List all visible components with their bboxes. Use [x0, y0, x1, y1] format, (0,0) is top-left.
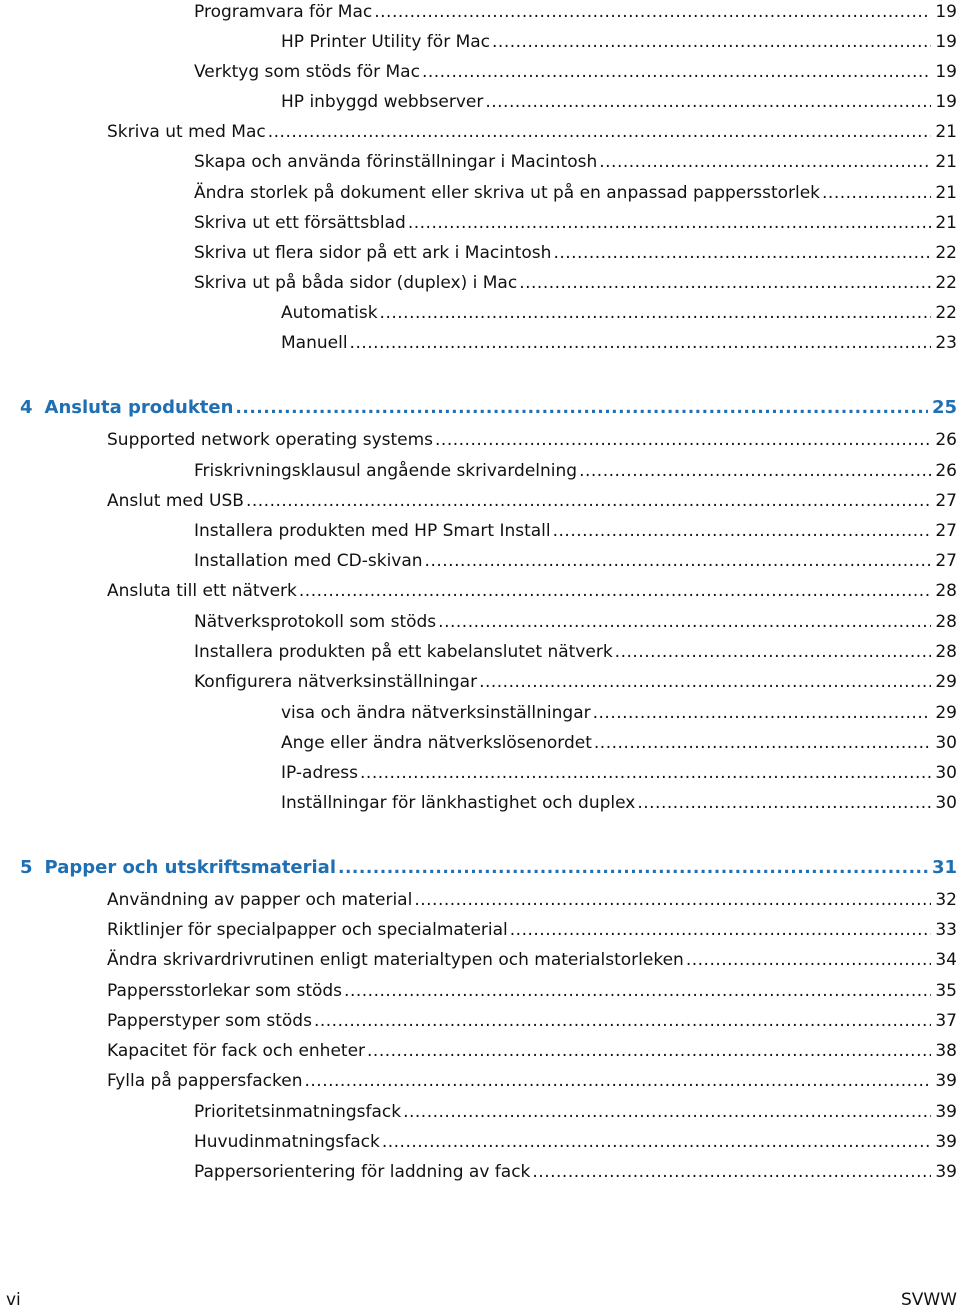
toc-page-number: 39: [935, 1102, 957, 1122]
toc-entry[interactable]: [194, 178, 957, 208]
toc-entry[interactable]: [194, 1097, 957, 1127]
toc-entry[interactable]: [107, 915, 957, 945]
toc-page-number: 33: [935, 920, 957, 940]
toc-entry-title: Pappersstorlekar som stöds: [107, 981, 343, 1001]
dot-leader: [492, 27, 931, 57]
dot-leader: [485, 87, 931, 117]
toc-entry-title: Installation med CD-skivan: [194, 551, 423, 571]
toc-page-number: 27: [935, 491, 957, 511]
toc-entry-title: Pappersorientering för laddning av fack: [194, 1162, 531, 1182]
dot-leader: [380, 298, 931, 328]
toc-entry-title: Ansluta till ett nätverk: [107, 581, 297, 601]
chapter-title: Papper och utskriftsmaterial: [44, 857, 337, 878]
toc-entry[interactable]: [281, 87, 957, 117]
toc-entry[interactable]: [107, 576, 957, 606]
toc-entry-title: Inställningar för länkhastighet och duplex: [281, 793, 636, 813]
toc-entry[interactable]: [107, 117, 957, 147]
dot-leader: [268, 117, 931, 147]
toc-entry-title: Installera produkten på ett kabelanslutet nätverk: [194, 642, 613, 662]
toc-page-number: 37: [935, 1011, 957, 1031]
toc-entry[interactable]: [107, 1006, 957, 1036]
toc-entry[interactable]: [107, 425, 957, 455]
toc-page-number: 39: [935, 1162, 957, 1182]
toc-entry[interactable]: [194, 1127, 957, 1157]
toc-entry-title: Nätverksprotokoll som stöds: [194, 612, 437, 632]
toc-page-number: 22: [935, 243, 957, 263]
dot-leader: [367, 1036, 931, 1066]
toc-entry-title: [20, 853, 338, 883]
toc-page-number: 23: [935, 333, 957, 353]
toc-entry-title: Ange eller ändra nätverkslösenordet: [281, 733, 592, 753]
dot-leader: [425, 546, 931, 576]
dot-leader: [479, 667, 931, 697]
dot-leader: [344, 976, 931, 1006]
toc-entry-title: visa och ändra nätverksinställningar: [281, 703, 591, 723]
toc-page-number: 26: [935, 430, 957, 450]
toc-entry[interactable]: [194, 57, 957, 87]
toc-page-number: 19: [935, 62, 957, 82]
toc-page-number: 27: [935, 551, 957, 571]
toc-entry-title: Verktyg som stöds för Mac: [194, 62, 420, 82]
dot-leader: [350, 328, 931, 358]
dot-leader: [579, 456, 931, 486]
dot-leader: [532, 1157, 931, 1187]
dot-leader: [414, 885, 931, 915]
toc-entry[interactable]: [194, 147, 957, 177]
toc-entry-title: Anslut med USB: [107, 491, 244, 511]
toc-entry[interactable]: [194, 1157, 957, 1187]
toc-page-number: 31: [931, 857, 957, 878]
document-id-footer: SVWW: [900, 1290, 957, 1310]
toc-page-number: 35: [935, 981, 957, 1001]
toc-entry-title: Huvudinmatningsfack: [194, 1132, 380, 1152]
dot-leader: [822, 178, 931, 208]
toc-entry[interactable]: [281, 698, 957, 728]
dot-leader: [615, 637, 931, 667]
dot-leader: [553, 516, 931, 546]
dot-leader: [382, 1127, 931, 1157]
toc-entry-title: HP Printer Utility för Mac: [281, 32, 491, 52]
toc-entry[interactable]: [194, 268, 957, 298]
toc-entry[interactable]: [107, 486, 957, 516]
toc-entry-title: HP inbyggd webbserver: [281, 92, 484, 112]
dot-leader: [594, 728, 931, 758]
dot-leader: [235, 393, 928, 423]
toc-entry-title: Papperstyper som stöds: [107, 1011, 312, 1031]
dot-leader: [338, 853, 928, 883]
toc-entry-title: [20, 393, 235, 423]
toc-entry[interactable]: [107, 885, 957, 915]
toc-page-number: 29: [935, 703, 957, 723]
dot-leader: [246, 486, 931, 516]
toc-page-number: 19: [935, 32, 957, 52]
toc-entry[interactable]: [194, 667, 957, 697]
toc-entry[interactable]: [194, 0, 957, 27]
toc-chapter-entry[interactable]: [20, 853, 957, 883]
toc-entry-title: Automatisk: [281, 303, 378, 323]
toc-entry[interactable]: [281, 788, 957, 818]
toc-entry[interactable]: [194, 637, 957, 667]
toc-page-number: 22: [935, 273, 957, 293]
chapter-number: 5: [20, 857, 33, 878]
dot-leader: [374, 0, 931, 27]
toc-entry[interactable]: [281, 27, 957, 57]
toc-page-number: 38: [935, 1041, 957, 1061]
toc-entry-title: Riktlinjer för specialpapper och specialmaterial: [107, 920, 508, 940]
toc-entry-title: Konfigurera nätverksinställningar: [194, 672, 478, 692]
dot-leader: [435, 425, 931, 455]
toc-entry[interactable]: [107, 945, 957, 975]
dot-leader: [304, 1066, 931, 1096]
toc-chapter-entry[interactable]: [20, 393, 957, 423]
dot-leader: [314, 1006, 931, 1036]
toc-entry-title: Friskrivningsklausul angående skrivardelning: [194, 461, 578, 481]
dot-leader: [686, 945, 931, 975]
toc-entry-title: Skriva ut flera sidor på ett ark i Macintosh: [194, 243, 552, 263]
toc-page-number: 39: [935, 1071, 957, 1091]
toc-entry[interactable]: [281, 758, 957, 788]
toc-page-number: 25: [931, 397, 957, 418]
toc-page-number: 19: [935, 2, 957, 22]
toc-entry[interactable]: [107, 1036, 957, 1066]
dot-leader: [438, 607, 931, 637]
toc-entry[interactable]: [281, 728, 957, 758]
toc-page-number: 34: [935, 950, 957, 970]
toc-entry-title: Supported network operating systems: [107, 430, 434, 450]
toc-entry[interactable]: [107, 1066, 957, 1096]
toc-page-number: 32: [935, 890, 957, 910]
toc-page-number: 22: [935, 303, 957, 323]
page-number-footer: vi: [6, 1290, 21, 1310]
toc-page-number: 30: [935, 733, 957, 753]
toc-entry[interactable]: [194, 546, 957, 576]
toc-entry[interactable]: [194, 607, 957, 637]
toc-entry[interactable]: [281, 328, 957, 358]
toc-entry-title: Ändra storlek på dokument eller skriva ut på en anpassad pappersstorlek: [194, 183, 821, 203]
toc-entry[interactable]: [107, 976, 957, 1006]
toc-page-number: 21: [935, 152, 957, 172]
dot-leader: [510, 915, 931, 945]
toc-page-number: 28: [935, 581, 957, 601]
dot-leader: [519, 268, 931, 298]
dot-leader: [637, 788, 931, 818]
chapter-number: 4: [20, 397, 33, 418]
dot-leader: [299, 576, 931, 606]
toc-entry-title: IP-adress: [281, 763, 359, 783]
toc-page-number: 39: [935, 1132, 957, 1152]
toc-entry-title: Skriva ut med Mac: [107, 122, 266, 142]
dot-leader: [403, 1097, 931, 1127]
toc-entry-title: Manuell: [281, 333, 348, 353]
toc-page-number: 28: [935, 612, 957, 632]
toc-page-number: 26: [935, 461, 957, 481]
dot-leader: [553, 238, 931, 268]
toc-entry-title: Kapacitet för fack och enheter: [107, 1041, 366, 1061]
toc-entry-title: Skriva ut ett försättsblad: [194, 213, 406, 233]
toc-page-number: 30: [935, 793, 957, 813]
toc-entry-title: Prioritetsinmatningsfack: [194, 1102, 402, 1122]
toc-entry[interactable]: [194, 456, 957, 486]
toc-entry[interactable]: [281, 298, 957, 328]
dot-leader: [408, 208, 931, 238]
toc-page-number: 21: [935, 183, 957, 203]
dot-leader: [422, 57, 931, 87]
toc-entry-title: Ändra skrivardrivrutinen enligt materialtypen och materialstorleken: [107, 950, 684, 970]
dot-leader: [599, 147, 931, 177]
toc-page-number: 19: [935, 92, 957, 112]
toc-page-number: 29: [935, 672, 957, 692]
toc-entry-title: Programvara för Mac: [194, 2, 373, 22]
toc-entry-title: Skapa och använda förinställningar i Macintosh: [194, 152, 598, 172]
toc-entry[interactable]: [194, 208, 957, 238]
chapter-title: Ansluta produkten: [44, 397, 234, 418]
toc-entry-title: Skriva ut på båda sidor (duplex) i Mac: [194, 273, 518, 293]
toc-page-number: 28: [935, 642, 957, 662]
toc-entry-title: Användning av papper och material: [107, 890, 413, 910]
toc-entry[interactable]: [194, 238, 957, 268]
toc-page-number: 21: [935, 122, 957, 142]
toc-page-number: 21: [935, 213, 957, 233]
toc-entry-title: Installera produkten med HP Smart Install: [194, 521, 551, 541]
dot-leader: [360, 758, 931, 788]
dot-leader: [593, 698, 931, 728]
toc-page-number: 30: [935, 763, 957, 783]
toc-page-number: 27: [935, 521, 957, 541]
toc-entry-title: Fylla på pappersfacken: [107, 1071, 303, 1091]
toc-entry[interactable]: [194, 516, 957, 546]
